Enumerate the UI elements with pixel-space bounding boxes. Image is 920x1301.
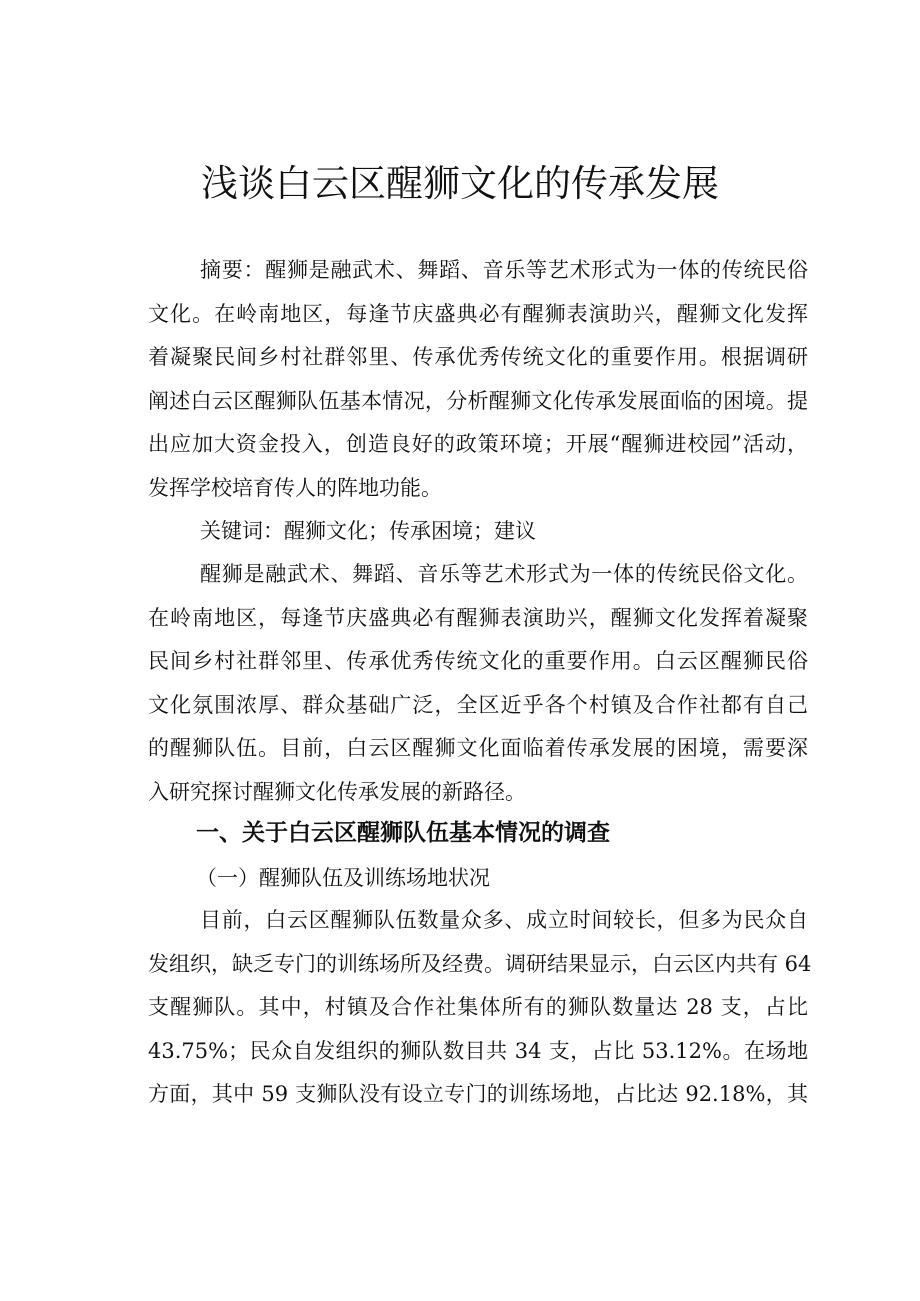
intro-line: 文化氛围浓厚、群众基础广泛，全区近乎各个村镇及合作社都有自己 [148,692,808,717]
body-line: 支醒狮队。其中，村镇及合作社集体所有的狮队数量达 28 支，占比 [148,995,808,1019]
body-line: 方面，其中 59 支狮队没有设立专门的训练场地，占比达 92.18%，其 [148,1082,808,1106]
intro-line: 入研究探讨醒狮文化传承发展的新路径。 [148,779,526,804]
document-title: 浅谈白云区醒狮文化的传承发展 [201,162,719,205]
abstract-line: 阐述白云区醒狮队伍基本情况，分析醒狮文化传承发展面临的困境。提 [148,388,808,413]
subsection-heading: （一）醒狮队伍及训练场地状况 [196,866,490,890]
intro-line: 在岭南地区，每逢节庆盛典必有醒狮表演助兴，醒狮文化发挥着凝聚 [148,605,808,630]
body-line: 目前，白云区醒狮队伍数量众多、成立时间较长，但多为民众自 [200,908,808,932]
intro-paragraph [148,553,808,814]
abstract-line: 文化。在岭南地区，每逢节庆盛典必有醒狮表演助兴，醒狮文化发挥 [148,301,808,326]
abstract-line: 着凝聚民间乡村社群邻里、传承优秀传统文化的重要作用。根据调研 [148,345,808,369]
body-line: 发组织，缺乏专门的训练场所及经费。调研结果显示，白云区内共有 64 [148,951,812,976]
section-heading: 一、关于白云区醒狮队伍基本情况的调查 [196,820,610,846]
keywords-line: 关键词：醒狮文化；传承困境；建议 [200,519,536,543]
section-body-paragraph [148,899,812,1117]
intro-line: 民间乡村社群邻里、传承优秀传统文化的重要作用。白云区醒狮民俗 [148,649,808,673]
abstract-line: 发挥学校培育传人的阵地功能。 [148,475,442,500]
body-line: 43.75%；民众自发组织的狮队数目共 34 支，占比 53.12%。在场地 [148,1038,808,1063]
intro-line: 的醒狮队伍。目前，白云区醒狮文化面临着传承发展的困境，需要深 [148,736,808,760]
abstract-line: 摘要：醒狮是融武术、舞蹈、音乐等艺术形式为一体的传统民俗 [200,258,808,282]
intro-line: 醒狮是融武术、舞蹈、音乐等艺术形式为一体的传统民俗文化。 [200,562,808,586]
abstract-paragraph [148,249,808,510]
keywords-paragraph [148,510,808,554]
abstract-line: 出应加大资金投入，创造良好的政策环境；开展“醒狮进校园”活动， [148,432,808,456]
